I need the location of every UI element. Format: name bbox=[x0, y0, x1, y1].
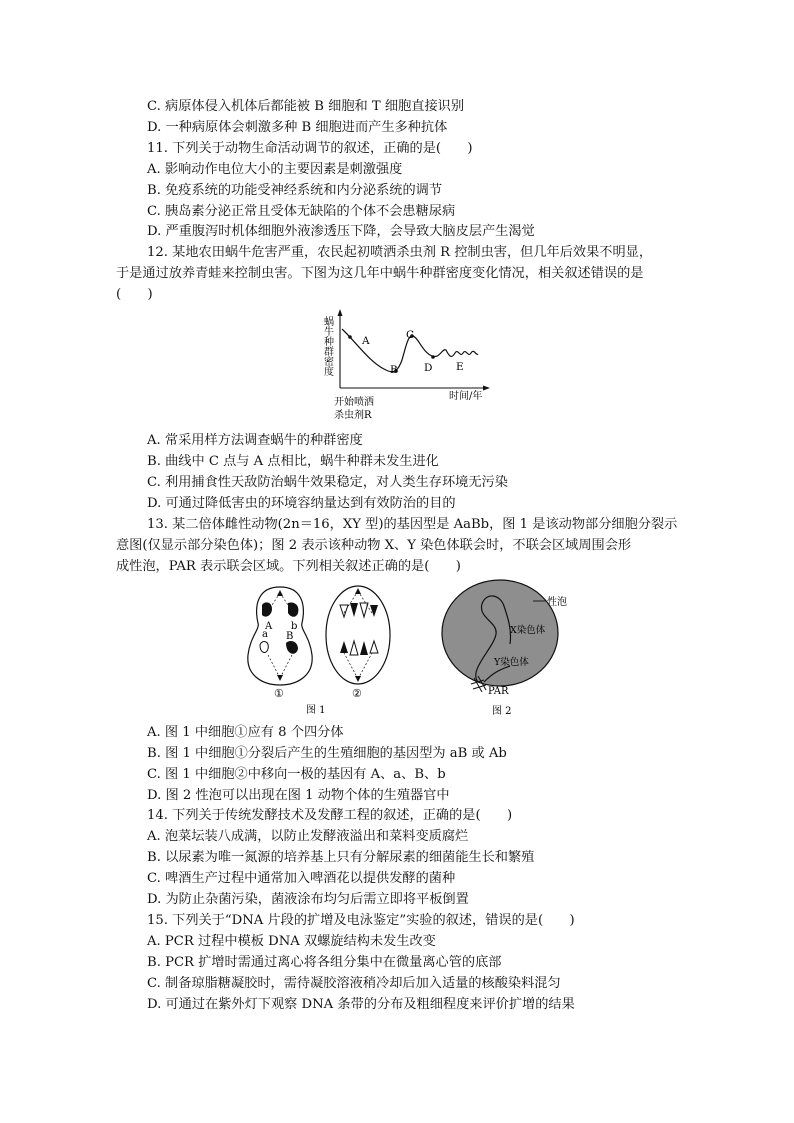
sex-vesicle-label: 性泡 bbox=[547, 597, 567, 608]
chromosome-A bbox=[262, 602, 272, 616]
par-label: PAR bbox=[488, 686, 509, 697]
point-a-dot bbox=[348, 335, 352, 339]
question-14: 14. 下列关于传统发酵技术及发酵工程的叙述，正确的是( ) bbox=[147, 808, 513, 823]
option-12b: B. 曲线中 C 点与 A 点相比，蜗牛种群未发生进化 bbox=[147, 454, 439, 469]
option-15c: C. 制备琼脂糖凝胶时，需待凝胶溶液稍冷却后加入适量的核酸染料混匀 bbox=[147, 976, 561, 991]
option-12a: A. 常采用样方法调查蜗牛的种群密度 bbox=[147, 433, 363, 448]
chromosome-a bbox=[260, 642, 268, 653]
option-11c: C. 胰岛素分泌正常且受体无缺陷的个体不会患糖尿病 bbox=[147, 204, 456, 219]
cell-1-membrane bbox=[248, 587, 312, 685]
start-label-line1: 开始喷洒 bbox=[334, 397, 374, 408]
option-14a: A. 泡菜坛装八成满，以防止发酵液溢出和菜料变质腐烂 bbox=[147, 829, 469, 844]
cell-1-label: ① bbox=[274, 687, 284, 700]
option-11d: D. 严重腹泻时机体细胞外液渗透压下降，会导致大脑皮层产生渴觉 bbox=[147, 224, 535, 239]
option-11b: B. 免疫系统的功能受神经系统和内分泌系统的调节 bbox=[147, 183, 443, 198]
population-density-graph bbox=[322, 308, 492, 426]
option-15d: D. 可通过在紫外灯下观察 DNA 条带的分布及粗细程度来评价扩增的结果 bbox=[147, 997, 575, 1012]
option-12c: C. 利用捕食性天敌防治蜗牛效果稳定，对人类生存环境无污染 bbox=[147, 475, 508, 490]
cell-2-label: ② bbox=[352, 687, 362, 700]
option-14b: B. 以尿素为唯一氮源的培养基上只有分解尿素的细菌能生长和繁殖 bbox=[147, 850, 535, 865]
option-13c: C. 图 1 中细胞②中移向一极的基因有 A、a、B、b bbox=[147, 767, 446, 782]
option-10c: C. 病原体侵入机体后都能被 B 细胞和 T 细胞直接识别 bbox=[147, 99, 465, 114]
gene-label-a: a bbox=[262, 629, 268, 640]
cell-2-membrane bbox=[326, 586, 390, 684]
y-axis-label: 蜗牛种群密度 bbox=[322, 316, 333, 376]
point-c-label: C bbox=[406, 329, 415, 341]
option-13b: B. 图 1 中细胞①分裂后产生的生殖细胞的基因型为 aB 或 Ab bbox=[147, 746, 507, 761]
point-e-label: E bbox=[456, 361, 464, 373]
option-14c: C. 啤酒生产过程中通常加入啤酒花以提供发酵的菌种 bbox=[147, 871, 456, 886]
option-12d: D. 可通过降低害虫的环境容纳量达到有效防治的目的 bbox=[147, 496, 456, 511]
x-axis-label: 时间/年 bbox=[449, 391, 483, 402]
option-10d: D. 一种病原体会刺激多种 B 细胞进而产生多种抗体 bbox=[147, 120, 448, 135]
figure-2-caption: 图 2 bbox=[492, 706, 512, 717]
x-axis-arrow bbox=[483, 386, 490, 391]
gene-label-A: A bbox=[265, 621, 273, 632]
point-d-label: D bbox=[424, 362, 433, 374]
question-12-line1: 12. 某地农田蜗牛危害严重，农民起初喷洒杀虫剂 R 控制虫害，但几年后效果不明显， bbox=[147, 245, 653, 260]
option-13a: A. 图 1 中细胞①应有 8 个四分体 bbox=[147, 725, 344, 740]
gene-label-B: B bbox=[286, 631, 294, 642]
question-12-line3: ( ) bbox=[116, 287, 153, 302]
y-chromosome-label: Y染色体 bbox=[494, 657, 529, 668]
figure-2-sex-vesicle bbox=[438, 578, 598, 718]
point-b-label: B bbox=[390, 364, 398, 376]
point-d-dot bbox=[431, 355, 435, 359]
gene-label-b: b bbox=[291, 621, 298, 632]
option-15b: B. PCR 扩增时需通过离心将各组分集中在微量离心管的底部 bbox=[147, 955, 502, 970]
chromosome-b bbox=[288, 602, 298, 616]
start-label-line2: 杀虫剂R bbox=[334, 410, 372, 421]
figure-1-caption: 图 1 bbox=[306, 705, 326, 715]
question-11: 11. 下列关于动物生命活动调节的叙述，正确的是( ) bbox=[147, 141, 473, 156]
option-11a: A. 影响动作电位大小的主要因素是刺激强度 bbox=[147, 162, 403, 177]
chromosome-B bbox=[286, 641, 298, 654]
question-13-line2: 意图(仅显示部分染色体)；图 2 表示该种动物 X、Y 染色体联会时，不联会区域周围会形 bbox=[116, 538, 632, 553]
option-15a: A. PCR 过程中模板 DNA 双螺旋结构未发生改变 bbox=[147, 934, 436, 949]
option-14d: D. 为防止杂菌污染，菌液涂布均匀后需立即将平板倒置 bbox=[147, 892, 469, 907]
option-13d: D. 图 2 性泡可以出现在图 1 动物个体的生殖器官中 bbox=[147, 788, 450, 803]
point-a-label: A bbox=[362, 335, 370, 347]
question-13-line1: 13. 某二倍体雌性动物(2n＝16，XY 型)的基因型是 AaBb，图 1 是该动物部分细胞分裂示 bbox=[147, 517, 678, 532]
question-13-line3: 成性泡，PAR 表示联会区域。下列相关叙述正确的是( ) bbox=[116, 559, 461, 574]
figure-1-cell-division bbox=[240, 583, 400, 715]
question-15: 15. 下列关于“DNA 片段的扩增及电泳鉴定”实验的叙述，错误的是( ) bbox=[147, 913, 575, 928]
x-chromosome-label: X染色体 bbox=[510, 625, 546, 636]
y-axis-arrow bbox=[338, 309, 343, 316]
question-12-line2: 于是通过放养青蛙来控制虫害。下图为这几年中蜗牛种群密度变化情况，相关叙述错误的是 bbox=[116, 266, 644, 281]
